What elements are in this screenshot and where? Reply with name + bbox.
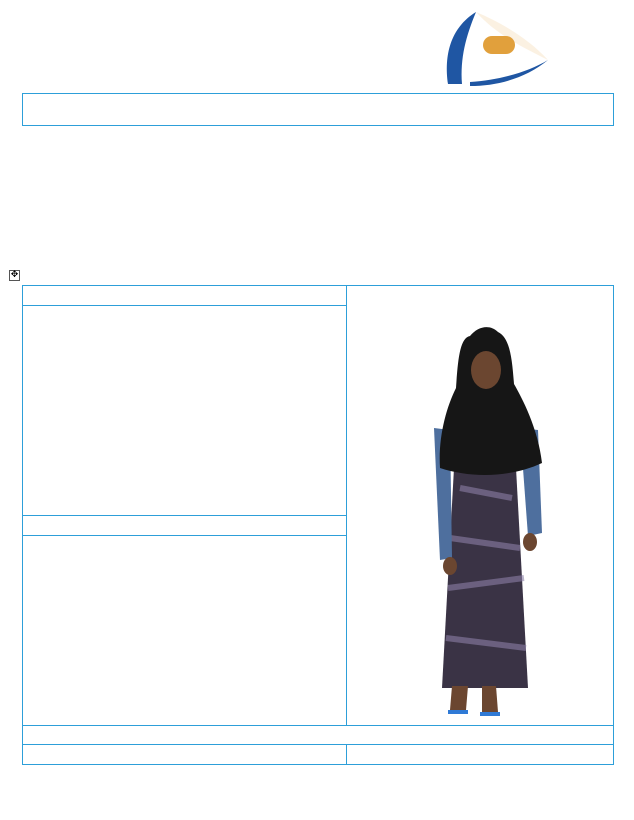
work-experience-row: [22, 725, 614, 745]
work-experience-arabic: [488, 726, 613, 744]
cv-title-cell: [22, 93, 614, 126]
personal-info-panel: [22, 285, 347, 726]
company-badge: [483, 36, 515, 54]
skills-arabic: [275, 745, 340, 764]
personal-heading-arabic: [223, 286, 347, 305]
work-experience-label: [23, 726, 363, 744]
language-heading: [25, 516, 31, 535]
move-icon[interactable]: ✥: [10, 270, 19, 280]
evaluation-header: [346, 744, 614, 765]
candidate-photo: [420, 318, 550, 718]
skills-label: [23, 745, 273, 764]
skills-heading-cell: [22, 744, 347, 765]
language-heading-row: [22, 515, 347, 536]
personal-heading-row: [22, 285, 347, 306]
personal-heading: [23, 286, 29, 305]
